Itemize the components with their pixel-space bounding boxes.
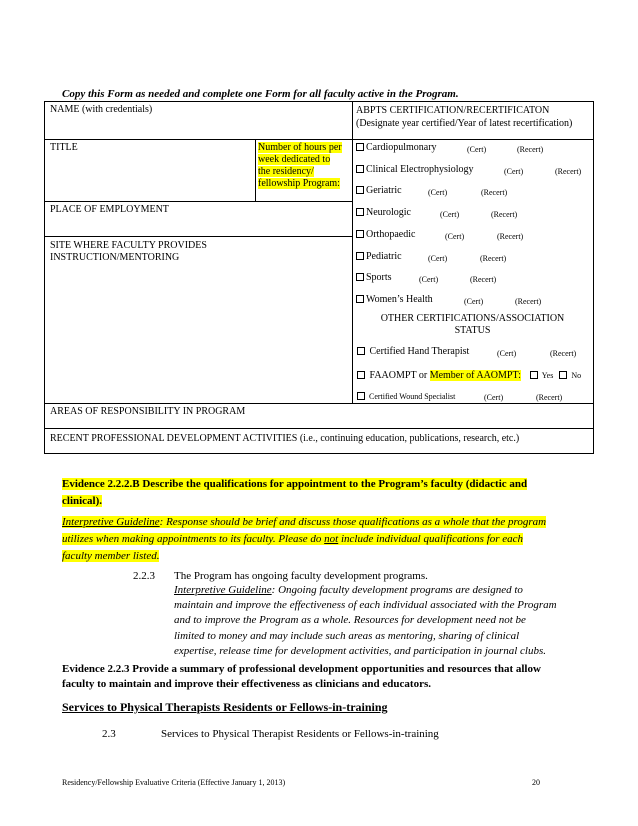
section-223-guideline: Interpretive Guideline: Ongoing faculty development programs are designed to maintain and improve the effectiveness of each individual associated with the Program and to improve the Program as a whole. Resources for development need not be limited to money and may include such areas as mentoring, sharing of clinical expertise, release time for development activities, and participation in journal clubs. (174, 584, 557, 657)
specialty-checkbox-sports[interactable] (356, 273, 364, 281)
evidence-222b-guideline: Interpretive Guideline: Response should be brief and discuss those qualifications as a whole that the program utilizes when making appointments to its faculty. Please do not include individual qualifications for each faculty member listed. (62, 516, 547, 562)
title-field-label: TITLE (50, 142, 78, 153)
faaompt-row: FAAOMPT or Member of AAOMPT: (357, 370, 521, 381)
specialty-cert-cardiopulmonary: (Cert) (467, 145, 487, 154)
specialty-checkbox-cardiopulmonary[interactable] (356, 143, 364, 151)
aaompt-yes-no (530, 371, 581, 380)
hand-therapist-cert: (Cert) (497, 349, 517, 358)
specialty-label: Sports (366, 272, 392, 283)
no-checkbox[interactable] (559, 371, 567, 379)
page-number: 20 (532, 778, 540, 787)
faaompt-checkbox[interactable] (357, 371, 365, 379)
specialty-recert-neurologic: (Recert) (491, 210, 518, 219)
specialty-row-sports (356, 272, 392, 283)
form-instruction: Copy this Form as needed and complete one Form for all faculty active in the Program. (62, 88, 459, 100)
place-of-employment-label: PLACE OF EMPLOYMENT (50, 204, 169, 215)
section-223-text: The Program has ongoing faculty development programs. (174, 570, 428, 582)
specialty-cert-orthopaedic: (Cert) (445, 232, 465, 241)
specialty-label: Pediatric (366, 251, 402, 262)
specialty-cert-sports: (Cert) (419, 275, 439, 284)
specialty-row-women-s-health (356, 294, 433, 305)
specialty-row-cardiopulmonary (356, 142, 437, 153)
footer-text: Residency/Fellowship Evaluative Criteria (Effective January 1, 2013) (62, 778, 286, 787)
specialty-recert-women-s-health: (Recert) (515, 297, 542, 306)
specialty-cert-neurologic: (Cert) (440, 210, 460, 219)
specialty-recert-pediatric: (Recert) (480, 254, 507, 263)
specialty-checkbox-pediatric[interactable] (356, 252, 364, 260)
specialty-checkbox-geriatric[interactable] (356, 186, 364, 194)
hours-per-week-label: Number of hours per week dedicated to the residency/ fellowship Program: (258, 142, 342, 189)
specialty-checkbox-women-s-health[interactable] (356, 295, 364, 303)
specialty-label: Orthopaedic (366, 229, 416, 240)
specialty-label: Neurologic (366, 207, 411, 218)
specialty-checkbox-clinical-electrophysiology[interactable] (356, 165, 364, 173)
wound-cert: (Cert) (484, 393, 504, 402)
specialty-row-pediatric (356, 251, 402, 262)
specialty-row-neurologic (356, 207, 411, 218)
specialty-checkbox-orthopaedic[interactable] (356, 230, 364, 238)
specialty-recert-cardiopulmonary: (Recert) (517, 145, 544, 154)
wound-specialist-row: Certified Wound Specialist (357, 392, 455, 401)
abpts-heading: ABPTS CERTIFICATION/RECERTIFICATON (Designate year certified/Year of latest recertification) (356, 105, 573, 129)
evidence-223-title: Evidence 2.2.3 Provide a summary of professional development opportunities and resources that allow faculty to maintain and improve their effectiveness as clinicians and educators. (62, 663, 541, 690)
wound-specialist-checkbox[interactable] (357, 392, 365, 400)
recent-activities-label: RECENT PROFESSIONAL DEVELOPMENT ACTIVITIES (i.e., continuing education, publications, research, etc.) (50, 433, 520, 444)
specialty-checkbox-neurologic[interactable] (356, 208, 364, 216)
areas-of-responsibility-label: AREAS OF RESPONSIBILITY IN PROGRAM (50, 406, 246, 417)
hand-therapist-recert: (Recert) (550, 349, 577, 358)
no-label: No (571, 371, 582, 380)
specialty-cert-women-s-health: (Cert) (464, 297, 484, 306)
yes-checkbox[interactable] (530, 371, 538, 379)
specialty-row-geriatric (356, 185, 402, 196)
specialty-label: Geriatric (366, 185, 402, 196)
specialty-row-clinical-electrophysiology (356, 164, 473, 175)
specialty-row-orthopaedic (356, 229, 415, 240)
specialty-cert-geriatric: (Cert) (428, 188, 448, 197)
section-23-number: 2.3 (102, 728, 116, 740)
section-23-text: Services to Physical Therapist Residents or Fellows-in-training (161, 728, 439, 740)
site-label: SITE WHERE FACULTY PROVIDES INSTRUCTION/MENTORING (50, 240, 207, 263)
evidence-222b-title: Evidence 2.2.2.B Describe the qualifications for appointment to the Program’s faculty (didactic and clinical). (62, 478, 528, 507)
yes-label: Yes (541, 371, 554, 380)
hand-therapist-checkbox[interactable] (357, 347, 365, 355)
hand-therapist-row: Certified Hand Therapist (357, 346, 469, 357)
specialty-label: Women’s Health (366, 294, 433, 305)
specialty-recert-sports: (Recert) (470, 275, 497, 284)
specialty-cert-pediatric: (Cert) (428, 254, 448, 263)
specialty-label: Cardiopulmonary (366, 142, 437, 153)
specialty-label: Clinical Electrophysiology (366, 164, 474, 175)
services-heading: Services to Physical Therapists Residents or Fellows-in-training (62, 700, 388, 714)
other-certifications-heading: OTHER CERTIFICATIONS/ASSOCIATION STATUS (380, 313, 565, 336)
specialty-recert-geriatric: (Recert) (481, 188, 508, 197)
name-field-label: NAME (with credentials) (50, 104, 153, 115)
specialty-recert-clinical-electrophysiology: (Recert) (555, 167, 582, 176)
wound-recert: (Recert) (536, 393, 563, 402)
section-223-number: 2.2.3 (133, 570, 155, 582)
specialty-recert-orthopaedic: (Recert) (497, 232, 524, 241)
specialty-cert-clinical-electrophysiology: (Cert) (504, 167, 524, 176)
